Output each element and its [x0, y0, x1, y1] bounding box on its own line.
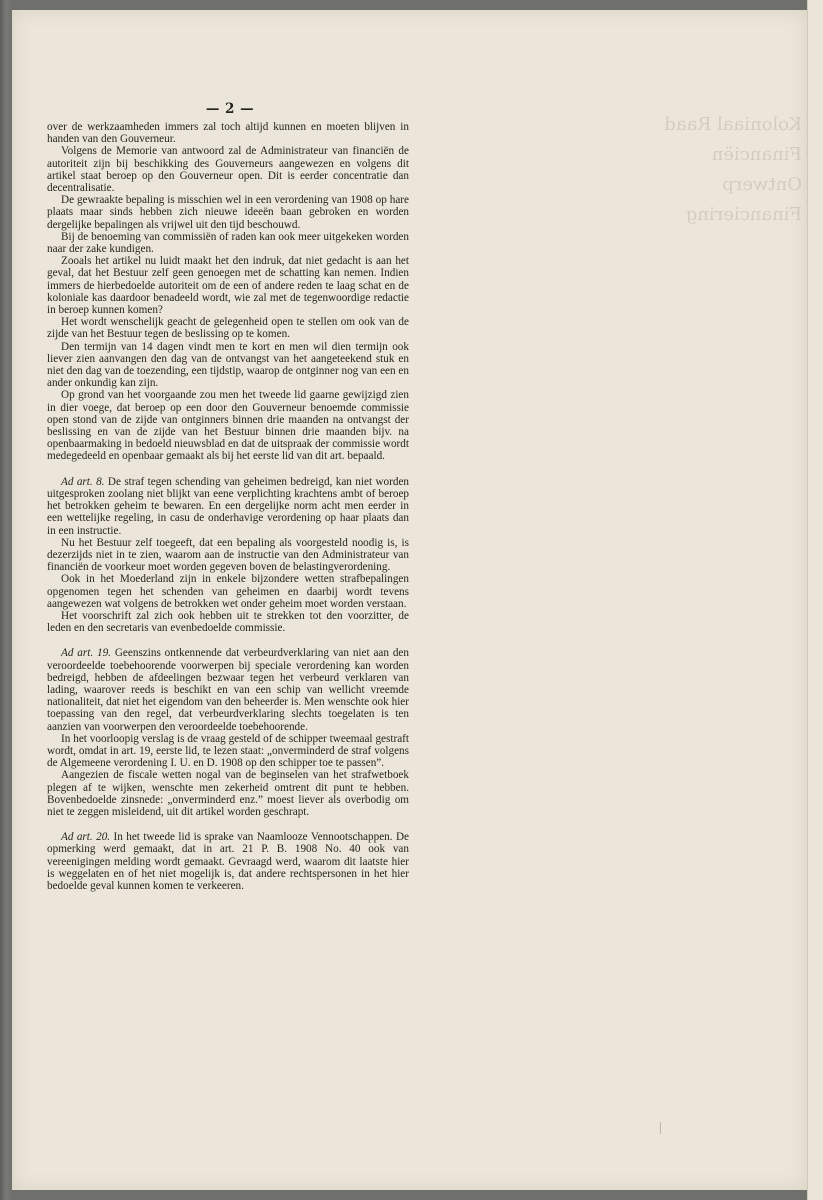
paragraph: over de werkzaamheden immers zal toch altijd kunnen en moeten blijven in handen van den Gouverneur.	[47, 121, 409, 146]
section-art-20	[47, 831, 409, 892]
paragraph-text: Geenszins ontkennende dat verbeurdverklaring van niet aan den veroordeelde toebehoorende voorwerpen bij speciale verordening kan worden bedreigd, hebben de afdeelingen bezwaar tegen het verbeurd verklaren van lading, waarover reeds is beschikt en van een schip van wellicht vreemde nationaliteit, dat niet het eigendom van den beheerder is. Men wenschte ook hier toepassing van den regel, dat verbeurdverklaring slechts toegelaten is ten aanzien van voorwerpen den veroordeelde toebehoorende.	[47, 647, 409, 733]
paragraph: Ook in het Moederland zijn in enkele bijzondere wetten strafbepalingen opgenomen tegen het schenden van geheimen en daarbij wordt tevens aangewezen wat volgens de betrokken wet onder geheim moet worden verstaan.	[47, 573, 409, 610]
paragraph: Zooals het artikel nu luidt maakt het den indruk, dat niet gedacht is aan het geval, dat het Bestuur zelf geen genoegen met de schatting kan nemen. Indien immers de hierbedoelde autoriteit om de een of andere reden te laag schat en de koloniale kas daardoor benadeeld wordt, wie zal met de tegenwoordige redactie in beroep kunnen komen?	[47, 255, 409, 317]
document-page	[12, 10, 807, 1190]
paragraph: In het voorloopig verslag is de vraag gesteld of de schipper tweemaal gestraft wordt, omdat in art. 19, eerste lid, te lezen staat: „onverminderd de straf volgens de Algemeene verordening I. U. en D. 1908 op den schipper toe te passen”.	[47, 732, 409, 770]
paragraph: Den termijn van 14 dagen vindt men te kort en men wil dien termijn ook liever zien aanvangen den dag van de ontvangst van het aangeteekend stuk en niet den dag van de toezending, een tijdstip, waarop de ontginner nog van een en ander onkundig kan zijn.	[47, 340, 409, 390]
paragraph: Het voorschrift zal zich ook hebben uit te strekken tot den voorzitter, de leden en den secretaris van evenbedoelde commissie.	[47, 609, 409, 635]
paragraph: Bij de benoeming van commissiën of raden kan ook meer uitgekeken worden naar der zake kundigen.	[47, 230, 409, 256]
paragraph: Volgens de Memorie van antwoord zal de Administrateur van financiën de autoriteit zijn bij beschikking des Gouverneurs aangewezen en volgens dit artikel staat beroep op den Gouverneur open. Dit is eerder concentratie dan decentralisatie.	[47, 145, 409, 195]
bleed-through-line: Financiën	[711, 144, 802, 165]
section-art-8	[47, 476, 409, 635]
paragraph: Aangezien de fiscale wetten nogal van de beginselen van het strafwetboek plegen af te wijken, wenschte men zekerheid omtrent dit punt te hebben. Bovenbedoelde zinsnede: „onverminderd enz.” moest liever als overbodig om niet te zeggen misleidend, uit dit artikel worden geschrapt.	[47, 769, 409, 818]
paragraph	[47, 831, 409, 892]
paragraph: Op grond van het voorgaande zou men het tweede lid gaarne gewijzigd zien in dier voege, dat beroep op een door den Gouverneur benoemde commissie open stond van de zijde van ontginners binnen drie maanden na ontvangst der beslissing en van de zijde van het Bestuur binnen drie maanden bijv. na openbaarmaking in bedoeld nieuwsblad en dat de uitspraak der commissie wordt medegedeeld en openbaar gemaakt als bij het eerste lid van dit art. bepaald.	[47, 389, 409, 463]
article-heading: Ad art. 19.	[61, 647, 111, 660]
bleed-through-line: Koloniaal Raad	[664, 114, 802, 135]
section-intro	[47, 121, 409, 463]
bleed-through-text	[642, 110, 802, 230]
bleed-through-line: Ontwerp	[722, 174, 802, 195]
paragraph	[47, 647, 409, 732]
paragraph: De gewraakte bepaling is misschien wel in een verordening van 1908 op hare plaats maar sinds hebben zich nieuwe ideeën baan gebroken en worden dergelijke bepalingen als vrijwel uit den tijd beschouwd.	[47, 194, 409, 231]
section-art-19	[47, 647, 409, 818]
paragraph-text: De straf tegen schending van geheimen bedreigd, kan niet worden uitgesproken zoolang niet blijkt van eene verplichting krachtens ambt of beroep het betrokken geheim te bewaren. En een dergelijke norm acht men eerder in een wettelijke regeling, in casu de onderhavige verordening op haar plaats dan in een instructie.	[47, 475, 410, 537]
paper-mark	[660, 1122, 661, 1134]
article-heading: Ad art. 8.	[61, 475, 105, 488]
paragraph	[47, 476, 409, 537]
paragraph: Het wordt wenschelijk geacht de gelegenheid open te stellen om ook van de zijde van het Bestuur tegen de beslissing op te komen.	[47, 316, 409, 341]
bleed-through-line: Financiering	[685, 204, 802, 225]
article-heading: Ad art. 20.	[61, 831, 111, 844]
document-body	[47, 100, 409, 892]
page-number: — 2 —	[205, 101, 255, 117]
adjacent-page-edge	[807, 0, 823, 1200]
paragraph-text: In het tweede lid is sprake van Naamlooze Vennootschappen. De opmerking werd gemaakt, dat in art. 21 P. B. 1908 No. 40 ook van vereenigingen melding wordt gemaakt. Gevraagd werd, waarom dit laatste hier is weggelaten en of het niet mogelijk is, dat andere rechtspersonen in het hier bedoelde geval kunnen komen te verkeeren.	[47, 831, 410, 892]
paragraph: Nu het Bestuur zelf toegeeft, dat een bepaling als voorgesteld noodig is, is dezerzijds niet in te zien, waarom aan de instructie van den Administrateur van financiën de voorkeur moet worden gegeven boven de belastingverordening.	[47, 536, 409, 574]
